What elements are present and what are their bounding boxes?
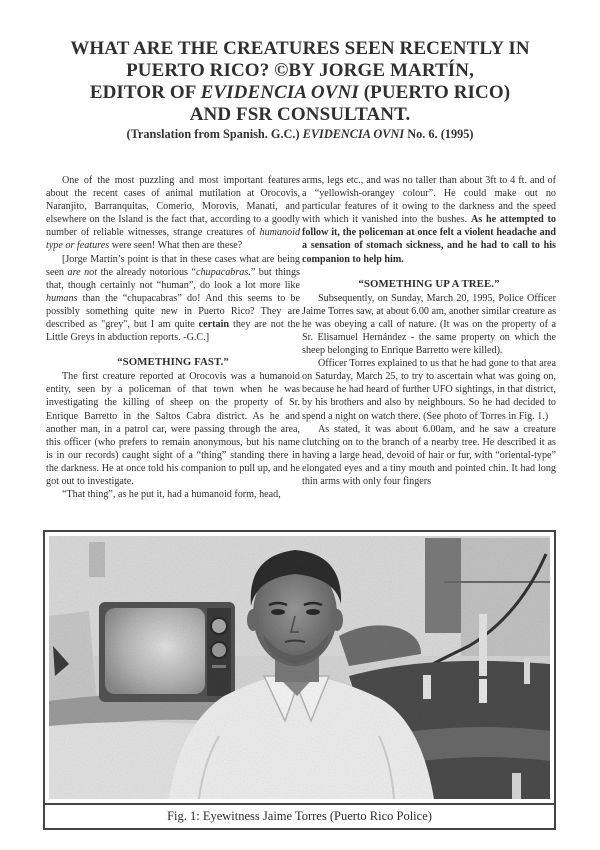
right-column [302,174,556,488]
title-line-3-prefix: EDITOR OF [89,82,201,103]
article-title-line-3 [0,82,600,104]
right-paragraph-1 [302,174,556,266]
italic-run: chupacabras. [195,266,251,278]
left-paragraph-4: “That thing”, as he put it, had a humanoid form, head, [62,489,281,501]
text-run: arms, legs etc., and was no taller than about 3ft to 4 ft. and of a “yellowish-orangey colour”. He could make out no particular features of it owing to the darkness and the speed with which it vanished into the bushes. [302,175,556,226]
left-paragraph-2 [46,253,300,345]
italic-run: humans [46,292,78,304]
photo-television [99,602,235,702]
left-paragraph-1 [46,174,300,253]
text-run: they are not the Little Greys in abduction reports. -G.C.] [46,319,300,344]
title-line-3-suffix: (PUERTO RICO) [358,82,511,103]
right-paragraph-4: As stated, it was about 6.00am, and he saw a creature clutching on to the branch of a nearby tree. He described it as having a large head, devoid of hair or fur, with “oriental-type” elongated eyes and a tiny mouth and pointed chin. It had long thin arms with only four fingers [302,423,556,487]
left-column [46,174,300,501]
italic-run: humanoid type or features [46,227,300,252]
spacer [46,344,300,350]
left-paragraph-3: The first creature reported at Orocovis was a humanoid entity, seen by a policeman of that town when he was investigating the killing of sheep on the property of Sr. Enrique Barretto in the Saltos Cabra district. As he and another man, in a patrol car, were passing through the area, this officer (who prefers to remain anonymous, but his name is in our records) caught sight of a “thing” standing there in the darkness. He at once told his companion to pull up, and he got out to investigate. [46,371,300,487]
text-run: One of the most puzzling and most important features about the recent cases of animal mutilation at Orocovis, Naranjito, Barranquitas, Comerio, Morovis, Manati, and elsewhere on the Island is the fact that, according to a goodly number of reliable witnesses, strange creatures of [46,175,300,239]
article-subtitle [0,127,600,142]
eyewitness-photo [49,536,550,799]
subtitle-publication: EVIDENCIA OVNI [302,127,405,141]
photo-illustration [49,536,550,799]
article-title-line-1: WHAT ARE THE CREATURES SEEN RECENTLY IN [70,38,530,59]
figure-1 [43,530,556,830]
article-title-line-4: AND FSR CONSULTANT. [189,104,411,125]
text-run: were seen! What then are these? [109,240,243,252]
text-run: [Jorge Martín’s point is that in these cases what are being seen [46,253,300,278]
text-run: than the “chupacabras” do! And this seems to be possibly something quite new in Puerto Rico? They are described as "grey", but I am quite [46,292,300,331]
subtitle-prefix: (Translation from Spanish. G.C.) [126,127,303,141]
bold-run: certain [198,319,230,331]
article-title-line-2: PUERTO RICO? ©BY JORGE MARTÍN, [126,60,474,81]
bold-run: As he attempted to follow it, the policeman at once felt a violent headache and a sensation of stomach sickness, and he had to call to his companion to help him. [302,214,556,265]
figure-caption: Fig. 1: Eyewitness Jaime Torres (Puerto Rico Police) [45,803,554,830]
article-header [0,38,600,142]
photo-doorway [425,538,461,633]
text-run: ” but things that, though certainly not “human”, do look a lot more like [46,266,300,291]
subtitle-suffix: No. 6. (1995) [404,127,474,141]
right-paragraph-2: Subsequently, on Sunday, March 20, 1995, Police Officer Jaime Torres saw, at about 6.00 am, another similar creature as he was obeying a call of nature. (It was on the property of a Sr. Elisamuel Hernández - the same property on which the sheep belonging to Enrique Barretto were killed). [302,292,557,357]
section-heading-something-up-a-tree: “SOMETHING UP A TREE.” [358,277,500,290]
italic-run: are not [67,266,98,278]
spacer [302,266,556,272]
section-heading-something-fast: “SOMETHING FAST.” [117,356,229,369]
right-paragraph-3: Officer Torres explained to us that he had gone to that area on Saturday, March 25, to try to ascertain what was going on, because he had heard of further UFO sightings, in that district, by his brothers and also by neighbours. So he had decided to spend a night on watch there. (See photo of Torres in Fig. 1.) [302,358,556,422]
text-run: the already notorious “ [97,266,196,278]
publication-name: EVIDENCIA OVNI [200,82,359,103]
